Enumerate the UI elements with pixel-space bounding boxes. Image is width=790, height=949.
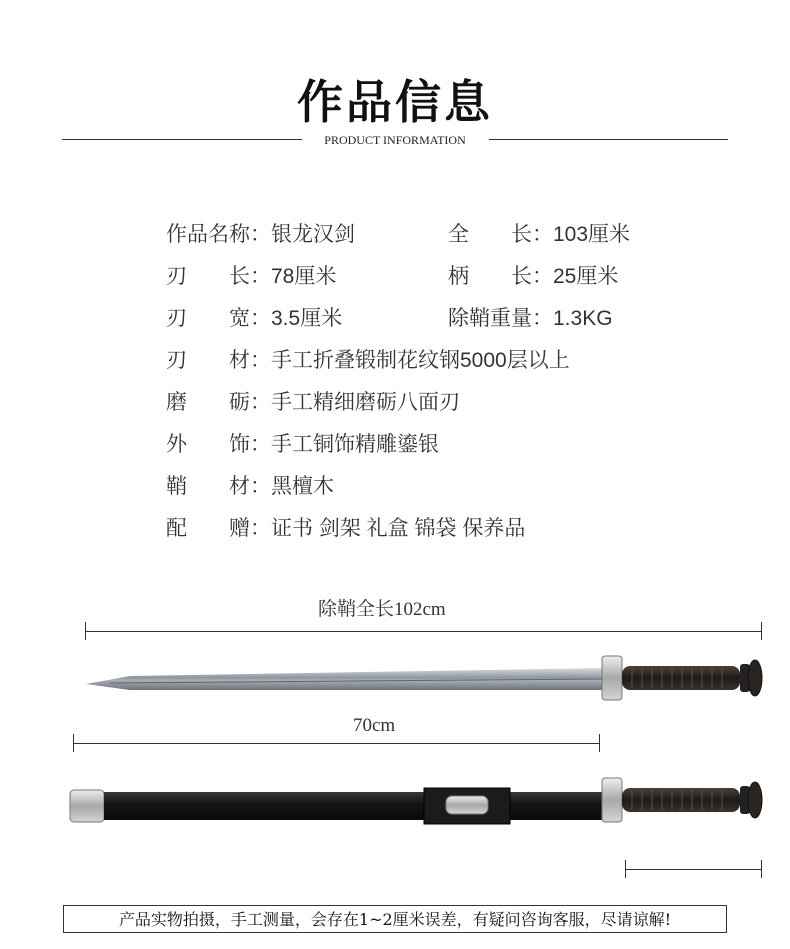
- spec-grind-label: 磨 砺: [166, 391, 250, 414]
- spec-material: 刃 材：手工折叠锻制花纹钢5000层以上: [166, 344, 570, 374]
- spec-weight-label: 除鞘重量: [448, 307, 532, 330]
- disclaimer-note: 产品实物拍摄，手工测量，会存在1~2厘米误差，有疑问咨询客服，尽请谅解!: [63, 905, 727, 933]
- spec-scabbard-label: 鞘 材: [166, 475, 250, 498]
- spec-handle-value: 25厘米: [553, 265, 619, 288]
- spec-name: 作品名称：银龙汉剑: [166, 218, 355, 248]
- spec-name-label: 作品名称: [166, 223, 250, 246]
- spec-gifts-label: 配 赠: [166, 517, 250, 540]
- spec-total-value: 103厘米: [553, 223, 631, 246]
- spec-blade-length: 刃 长：78厘米: [166, 260, 336, 290]
- sword-scabbard-image: [70, 778, 762, 824]
- spec-handle-length: 柄 长：25厘米: [448, 260, 618, 290]
- spec-name-value: 银龙汉剑: [271, 223, 355, 246]
- spec-blade-width-value: 3.5厘米: [271, 307, 343, 330]
- spec-weight: 除鞘重量：1.3KG: [448, 302, 613, 332]
- spec-scabbard-value: 黑檀木: [271, 475, 334, 498]
- spec-fittings: 外 饰：手工铜饰精雕鎏银: [166, 428, 439, 458]
- blade-length-label: 70cm: [353, 715, 396, 736]
- spec-fittings-value: 手工铜饰精雕鎏银: [271, 433, 439, 456]
- spec-total-label: 全 长: [448, 223, 532, 246]
- spec-blade-width: 刃 宽：3.5厘米: [166, 302, 342, 332]
- spec-scabbard: 鞘 材：黑檀木: [166, 470, 334, 500]
- spec-grind: 磨 砺：手工精细磨砺八面刃: [166, 386, 460, 416]
- sword-blade-image: [86, 656, 762, 700]
- spec-material-label: 刃 材: [166, 349, 250, 372]
- page-subtitle: PRODUCT INFORMATION: [324, 133, 466, 147]
- spec-material-value: 手工折叠锻制花纹钢5000层以上: [271, 349, 570, 372]
- spec-blade-width-label: 刃 宽: [166, 307, 250, 330]
- spec-weight-value: 1.3KG: [553, 307, 613, 330]
- spec-blade-len-label: 刃 长: [166, 265, 250, 288]
- spec-handle-label: 柄 长: [448, 265, 532, 288]
- spec-gifts-value: 证书 剑架 礼盒 锦袋 保养品: [271, 517, 526, 540]
- spec-total-length: 全 长：103厘米: [448, 218, 630, 248]
- spec-blade-len-value: 78厘米: [271, 265, 337, 288]
- spec-grind-value: 手工精细磨砺八面刃: [271, 391, 460, 414]
- spec-gifts: 配 赠：证书 剑架 礼盒 锦袋 保养品: [166, 512, 525, 542]
- spec-fittings-label: 外 饰: [166, 433, 250, 456]
- page-title: 作品信息: [297, 75, 493, 129]
- overall-length-label: 除鞘全长102cm: [318, 599, 446, 620]
